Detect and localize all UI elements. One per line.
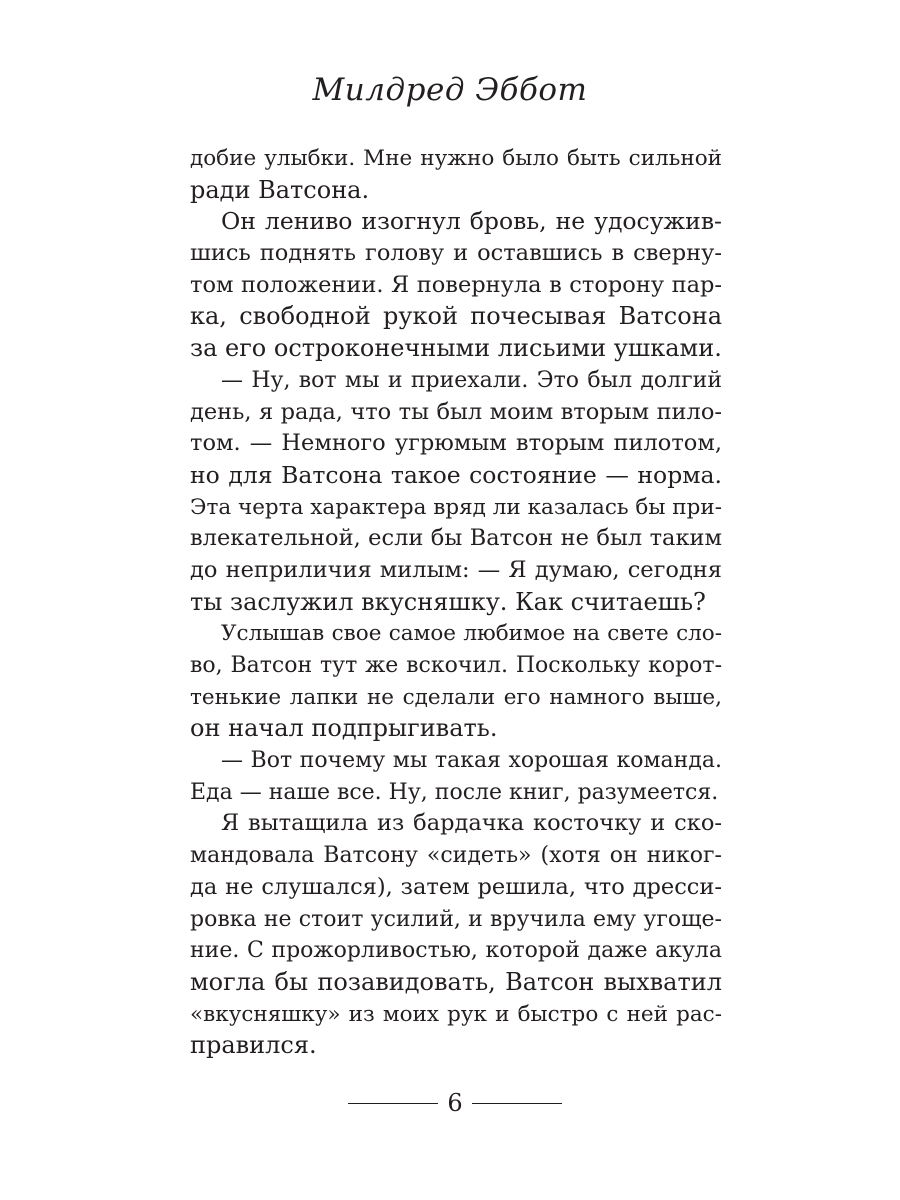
text-line: Эта черта характера вряд ли казалась бы при-	[190, 494, 722, 520]
page-body-text	[190, 143, 722, 1062]
text-line: день, я рада, что ты был моим вторым пило-	[190, 398, 722, 425]
text-line: том положении. Я повернула в сторону пар-	[190, 271, 722, 298]
text-line: во, Ватсон тут же вскочил. Поскольку корот-	[190, 653, 722, 678]
text-line: «вкусняшку» из моих рук и быстро с ней рас-	[190, 1001, 722, 1027]
text-line: — Вот почему мы такая хорошая команда.	[221, 748, 722, 774]
text-line: добие улыбки. Мне нужно было быть сильной	[190, 146, 722, 171]
text-line: Еда — наше все. Ну, после книг, разумеется.	[190, 779, 719, 805]
footer-rule-left	[348, 1103, 438, 1104]
text-line: да не слушался), затем решила, что дресси-	[190, 873, 722, 900]
running-head-author: Милдред Эббот	[312, 72, 588, 108]
text-line: тенькие лапки не сделали его намного выше,	[190, 684, 722, 710]
text-line: ровка не стоит усилий, и вручила ему угоще-	[190, 906, 722, 932]
text-line: но для Ватсона такое состояние — норма.	[190, 460, 722, 489]
text-line: — Ну, вот мы и приехали. Это был долгий	[221, 367, 722, 393]
text-line: влекательной, если бы Ватсон не был таким	[190, 525, 722, 552]
text-line: ка, свободной рукой почесывая Ватсона	[190, 302, 722, 331]
text-line: мандовала Ватсону «сидеть» (хотя он никог-	[190, 843, 722, 869]
text-line: Я вытащила из бардачка косточку и ско-	[221, 810, 722, 837]
text-line: за его остроконечными лисьими ушками.	[190, 334, 722, 363]
text-line: Он лениво изогнул бровь, не удосужив-	[221, 207, 722, 236]
page-number: 6	[447, 1089, 463, 1117]
text-line: он начал подпрыгивать.	[190, 714, 498, 743]
text-line: до неприличия милым: — Я думаю, сегодня	[190, 556, 722, 583]
text-line: Услышав свое самое любимое на свете сло-	[221, 621, 722, 647]
text-line: ние. С прожорливостью, которой даже акула	[190, 938, 722, 964]
text-line: ради Ватсона.	[190, 175, 370, 204]
page-footer	[0, 1086, 900, 1120]
text-line: ты заслужил вкусняшку. Как считаешь?	[190, 587, 706, 616]
text-line: том. — Немного угрюмым вторым пилотом,	[190, 430, 722, 457]
text-line: могла бы позавидовать, Ватсон выхватил	[190, 967, 722, 996]
footer-rule-right	[472, 1103, 562, 1104]
text-line: правился.	[190, 1031, 317, 1060]
text-line: шись поднять голову и оставшись в сверну-	[190, 240, 722, 267]
